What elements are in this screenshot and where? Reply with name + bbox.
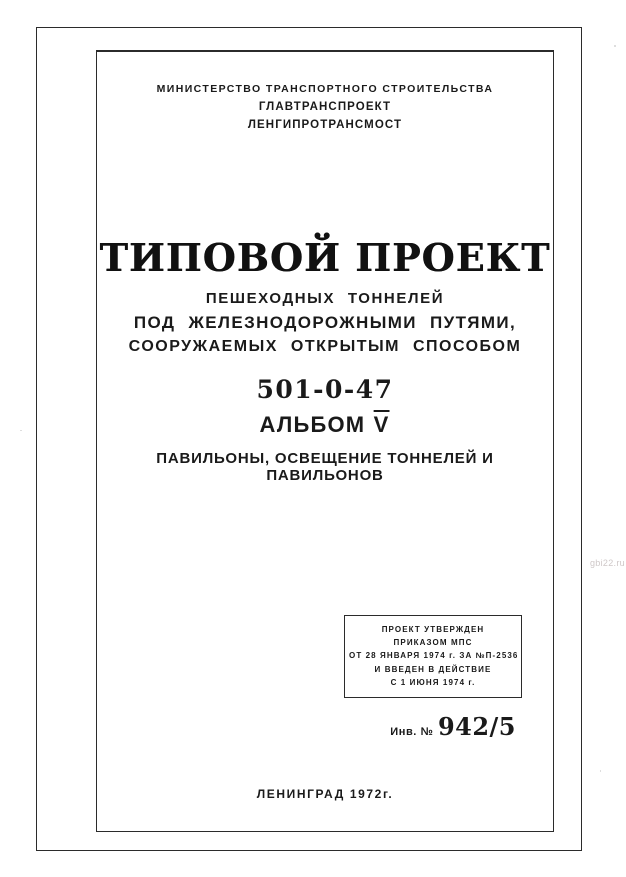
title-page-content (96, 50, 554, 832)
album-number: $\overline{V}$ (373, 412, 390, 437)
ministry-line-3: ЛЕНГИПРОТРАНСМОСТ (247, 118, 403, 131)
approval-stamp-line-2: ПРИКАЗОМ МПС (393, 638, 473, 648)
city-year: ЛЕНИНГРАД 1972г. (256, 787, 394, 801)
approval-stamp-line-5: С 1 ИЮНЯ 1974 г. (390, 677, 476, 687)
subtitle-line-2: ПОД ЖЕЛЕЗНОДОРОЖНЫМИ ПУТЯМИ, (133, 313, 517, 332)
approval-stamp (344, 615, 522, 698)
ministry-line-2: ГЛАВТРАНСПРОЕКТ (258, 101, 392, 114)
ministry-line-1: МИНИСТЕРСТВО ТРАНСПОРТНОГО СТРОИТЕЛЬСТВА (156, 83, 494, 95)
scan-speck (614, 45, 616, 47)
approval-stamp-line-4: И ВВЕДЕН В ДЕЙСТВИЕ (374, 664, 492, 674)
approval-stamp-line-1: ПРОЕКТ УТВЕРЖДЕН (381, 625, 485, 634)
project-code: 501-0-47 (256, 375, 394, 404)
site-watermark: gbi22.ru (590, 558, 625, 568)
album-description: ПАВИЛЬОНЫ, ОСВЕЩЕНИЕ ТОННЕЛЕЙ И ПАВИЛЬОНОВ (156, 450, 494, 484)
ministry-block (96, 82, 554, 134)
subtitle-line-3: СООРУЖАЕМЫХ ОТКРЫТЫМ СПОСОБОМ (128, 338, 522, 355)
album-label: АЛЬБОМ (259, 412, 366, 437)
scan-speck (20, 430, 22, 431)
album-designation (96, 412, 554, 438)
inventory-number (344, 712, 522, 741)
subtitle-block (96, 290, 554, 356)
approval-stamp-line-3: ОТ 28 ЯНВАРЯ 1974 г. ЗА №П-2536 (349, 651, 519, 661)
inventory-value: 942/5 (437, 712, 516, 741)
scan-speck (600, 770, 601, 772)
inventory-label: Инв. № (390, 726, 434, 738)
page-title: ТИПОВОЙ ПРОЕКТ (99, 235, 551, 280)
subtitle-line-1: ПЕШЕХОДНЫХ ТОННЕЛЕЙ (205, 290, 445, 307)
